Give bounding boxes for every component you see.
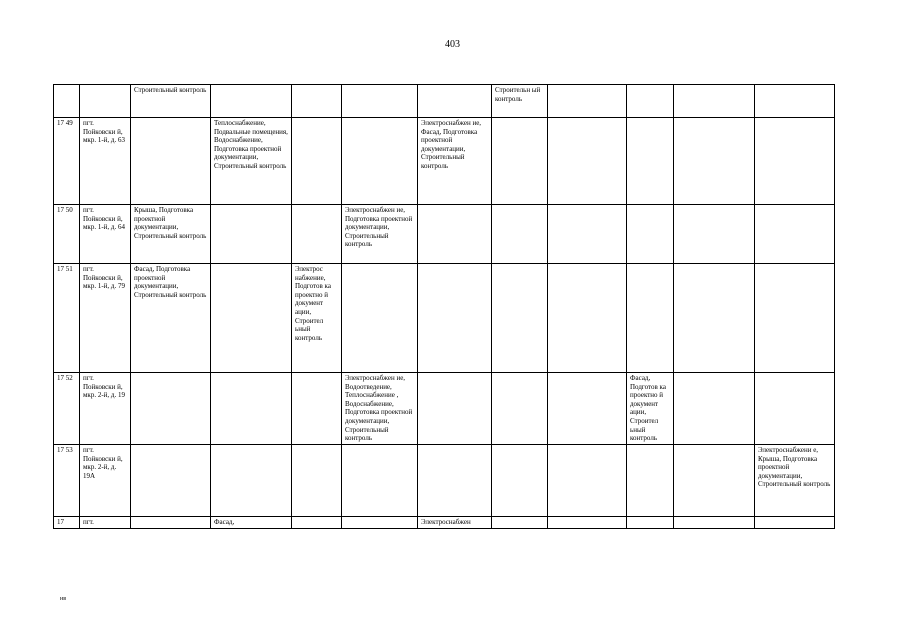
table-cell (674, 85, 755, 118)
footer-mark: нв (60, 596, 67, 602)
table-cell: Строительн ый контроль (492, 85, 548, 118)
table-cell (755, 517, 835, 529)
table-cell (418, 264, 492, 373)
table-cell (418, 85, 492, 118)
row-number-cell: 17 50 (54, 205, 80, 264)
table-cell: Крыша, Подготовка проектной документации, Строительный контроль (131, 205, 211, 264)
table-cell (674, 264, 755, 373)
table-cell (548, 445, 627, 517)
table-cell (755, 85, 835, 118)
schedule-table (53, 84, 835, 529)
table-row (54, 205, 835, 264)
table-cell (627, 205, 674, 264)
address-cell: пгт. Пойковски й, мкр. 1-й, д. 63 (80, 118, 131, 205)
table-cell (342, 264, 418, 373)
row-number-cell: 17 (54, 517, 80, 529)
table-cell: Фасад, (211, 517, 292, 529)
address-cell: пгт. (80, 517, 131, 529)
table-row (54, 118, 835, 205)
table-cell (627, 264, 674, 373)
address-cell: пгт. Пойковски й, мкр. 2-й, д. 19 (80, 373, 131, 445)
table-cell (492, 264, 548, 373)
table-cell (548, 264, 627, 373)
table-cell (674, 445, 755, 517)
table-cell: Электроснабжен ие, Водоотведение, Теплоснабжение , Водоснабжение, Подготовка проектной документации, Строительный контроль (342, 373, 418, 445)
table-cell (211, 264, 292, 373)
table-cell (755, 118, 835, 205)
table-cell (418, 373, 492, 445)
table-row (54, 517, 835, 529)
table-cell (131, 118, 211, 205)
table-cell (492, 445, 548, 517)
table-cell (548, 118, 627, 205)
table-cell (292, 517, 342, 529)
table-cell (418, 445, 492, 517)
address-cell: пгт. Пойковски й, мкр. 1-й, д. 79 (80, 264, 131, 373)
table-cell: Фасад, Подготовка проектной документации, Строительный контроль (131, 264, 211, 373)
page-number: 403 (445, 39, 460, 50)
table-cell: Электроснабжен ие, Подготовка проектной документации, Строительный контроль (342, 205, 418, 264)
table-cell (548, 373, 627, 445)
table-row (54, 445, 835, 517)
table-cell (292, 85, 342, 118)
table-cell: Теплоснабжение, Подвальные помещения, Водоснабжение, Подготовка проектной документации, Строительный контроль (211, 118, 292, 205)
table-cell (548, 205, 627, 264)
table-row (54, 373, 835, 445)
table-cell (342, 517, 418, 529)
row-number-cell: 17 51 (54, 264, 80, 373)
table-cell (54, 85, 80, 118)
address-cell: пгт. Пойковски й, мкр. 1-й, д. 64 (80, 205, 131, 264)
table-row (54, 85, 835, 118)
row-number-cell: 17 53 (54, 445, 80, 517)
table-cell (548, 517, 627, 529)
table-cell (80, 85, 131, 118)
table-cell: Электроснабжен ие, Фасад, Подготовка проектной документации, Строительный контроль (418, 118, 492, 205)
address-cell: пгт. Пойковски й, мкр. 2-й, д. 19А (80, 445, 131, 517)
table-cell (292, 118, 342, 205)
table-row (54, 264, 835, 373)
table-cell (211, 205, 292, 264)
table-cell (131, 517, 211, 529)
table-cell (292, 205, 342, 264)
table-cell (292, 373, 342, 445)
table-cell (492, 517, 548, 529)
table-cell (211, 445, 292, 517)
table-cell (755, 264, 835, 373)
table-cell (211, 373, 292, 445)
table-cell (755, 373, 835, 445)
table-cell (211, 85, 292, 118)
table-cell (131, 445, 211, 517)
table-cell: Электроснабжен (418, 517, 492, 529)
row-number-cell: 17 52 (54, 373, 80, 445)
table-cell (674, 517, 755, 529)
table-cell (548, 85, 627, 118)
table-cell: Электроснабжени е, Крыша, Подготовка проектной документации, Строительный контроль (755, 445, 835, 517)
table-cell (674, 118, 755, 205)
table-cell (627, 445, 674, 517)
table-cell (292, 445, 342, 517)
table-cell (674, 205, 755, 264)
table-cell: Электрос набжение, Подготов ка проектно й документ ации, Строител ьный контроль (292, 264, 342, 373)
table-cell (131, 373, 211, 445)
table-cell (342, 85, 418, 118)
table-cell: Фасад, Подготов ка проектно й документ ации, Строител ьный контроль (627, 373, 674, 445)
table-cell (627, 118, 674, 205)
table-cell (342, 445, 418, 517)
table-cell (627, 85, 674, 118)
table-cell (492, 205, 548, 264)
row-number-cell: 17 49 (54, 118, 80, 205)
table-cell (755, 205, 835, 264)
table-cell (492, 373, 548, 445)
table-cell (627, 517, 674, 529)
table-cell (418, 205, 492, 264)
table-cell (342, 118, 418, 205)
table-cell (674, 373, 755, 445)
table-cell: Строительный контроль (131, 85, 211, 118)
table-cell (492, 118, 548, 205)
